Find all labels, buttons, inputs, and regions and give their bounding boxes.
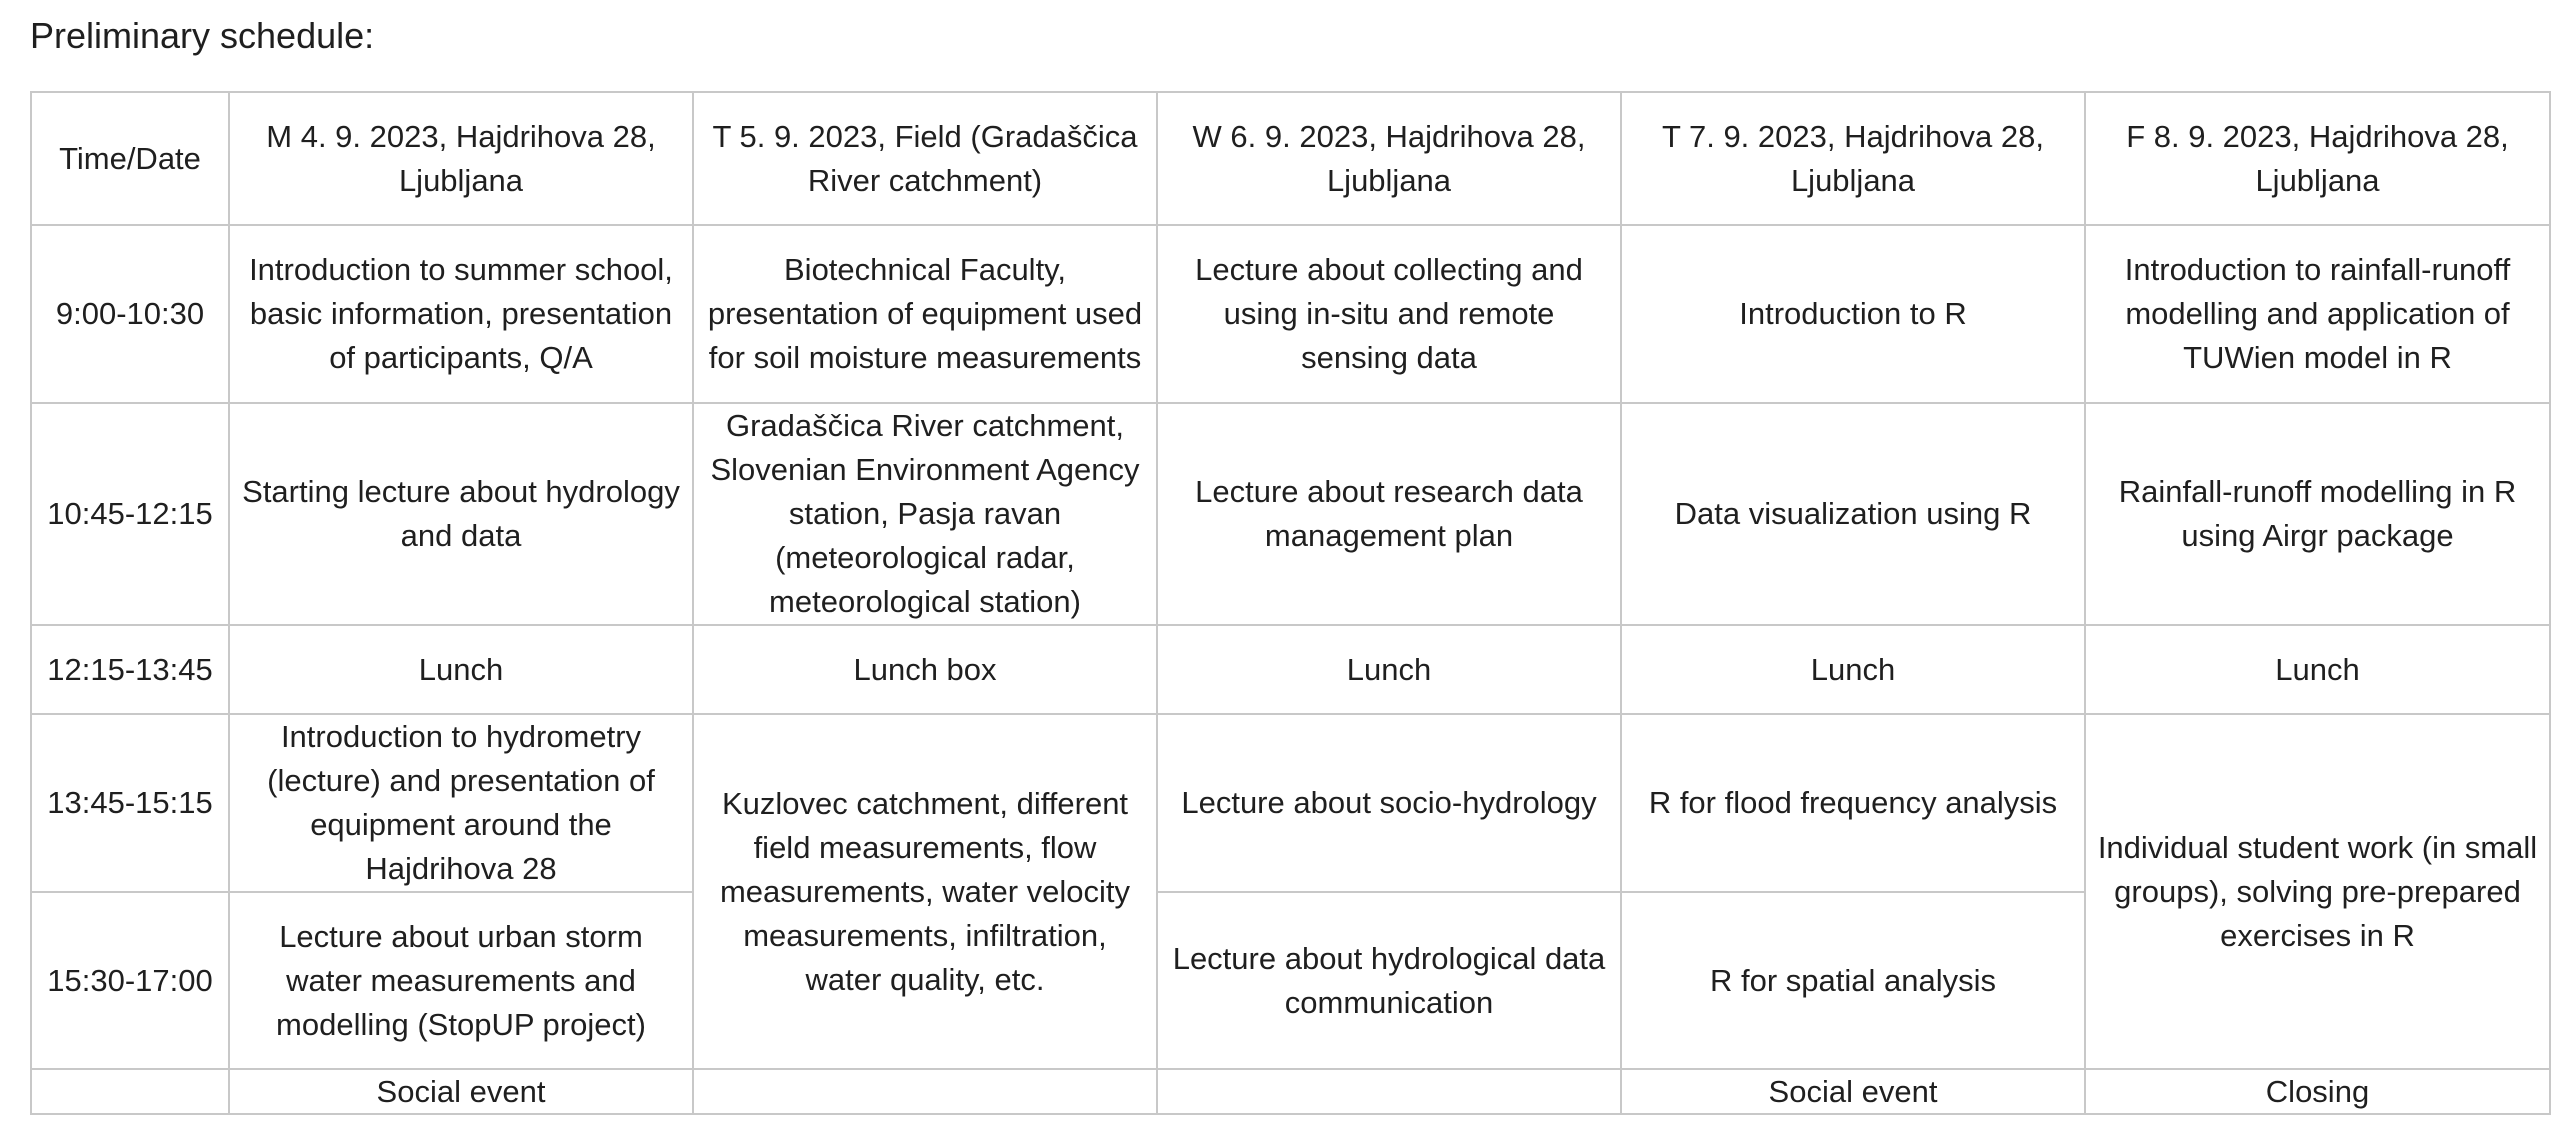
wednesday-cell: Lunch	[1157, 625, 1621, 714]
monday-cell: Social event	[229, 1069, 693, 1114]
time-cell: 10:45-12:15	[31, 403, 229, 625]
table-row	[31, 225, 2550, 403]
tuesday-cell: Gradaščica River catchment, Slovenian Environment Agency station, Pasja ravan (meteorological radar, meteorological station)	[693, 403, 1157, 625]
header-monday: M 4. 9. 2023, Hajdrihova 28, Ljubljana	[229, 92, 693, 225]
thursday-cell: Introduction to R	[1621, 225, 2085, 403]
friday-cell: Rainfall-runoff modelling in R using Airgr package	[2085, 403, 2550, 625]
friday-cell: Introduction to rainfall-runoff modelling and application of TUWien model in R	[2085, 225, 2550, 403]
wednesday-cell: Lecture about socio-hydrology	[1157, 714, 1621, 892]
friday-cell: Closing	[2085, 1069, 2550, 1114]
header-row	[31, 92, 2550, 225]
page-title: Preliminary schedule:	[30, 15, 375, 56]
tuesday-cell: Lunch box	[693, 625, 1157, 714]
time-cell: 13:45-15:15	[31, 714, 229, 892]
time-cell: 9:00-10:30	[31, 225, 229, 403]
wednesday-cell: Lecture about research data management plan	[1157, 403, 1621, 625]
thursday-cell: R for spatial analysis	[1621, 892, 2085, 1069]
wednesday-cell: Lecture about collecting and using in-situ and remote sensing data	[1157, 225, 1621, 403]
table-row	[31, 403, 2550, 625]
tuesday-cell: Kuzlovec catchment, different field measurements, flow measurements, water velocity measurements, infiltration, water quality, etc.	[693, 714, 1157, 1069]
header-time: Time/Date	[31, 92, 229, 225]
header-tuesday: T 5. 9. 2023, Field (Gradaščica River catchment)	[693, 92, 1157, 225]
thursday-cell: Lunch	[1621, 625, 2085, 714]
friday-cell: Lunch	[2085, 625, 2550, 714]
header-friday: F 8. 9. 2023, Hajdrihova 28, Ljubljana	[2085, 92, 2550, 225]
monday-cell: Introduction to hydrometry (lecture) and presentation of equipment around the Hajdrihova 28	[229, 714, 693, 892]
table-row	[31, 625, 2550, 714]
friday-cell: Individual student work (in small groups), solving pre-prepared exercises in R	[2085, 714, 2550, 1069]
thursday-cell: Data visualization using R	[1621, 403, 2085, 625]
table-row	[31, 714, 2550, 892]
monday-cell: Starting lecture about hydrology and data	[229, 403, 693, 625]
monday-cell: Lunch	[229, 625, 693, 714]
table-row	[31, 1069, 2550, 1114]
tuesday-cell: Biotechnical Faculty, presentation of equipment used for soil moisture measurements	[693, 225, 1157, 403]
header-wednesday: W 6. 9. 2023, Hajdrihova 28, Ljubljana	[1157, 92, 1621, 225]
time-cell	[31, 1069, 229, 1114]
time-cell: 15:30-17:00	[31, 892, 229, 1069]
monday-cell: Introduction to summer school, basic information, presentation of participants, Q/A	[229, 225, 693, 403]
time-cell: 12:15-13:45	[31, 625, 229, 714]
wednesday-cell: Lecture about hydrological data communication	[1157, 892, 1621, 1069]
schedule-table	[30, 91, 2551, 1115]
thursday-cell: R for flood frequency analysis	[1621, 714, 2085, 892]
header-thursday: T 7. 9. 2023, Hajdrihova 28, Ljubljana	[1621, 92, 2085, 225]
thursday-cell: Social event	[1621, 1069, 2085, 1114]
wednesday-cell	[1157, 1069, 1621, 1114]
tuesday-cell	[693, 1069, 1157, 1114]
monday-cell: Lecture about urban storm water measurements and modelling (StopUP project)	[229, 892, 693, 1069]
